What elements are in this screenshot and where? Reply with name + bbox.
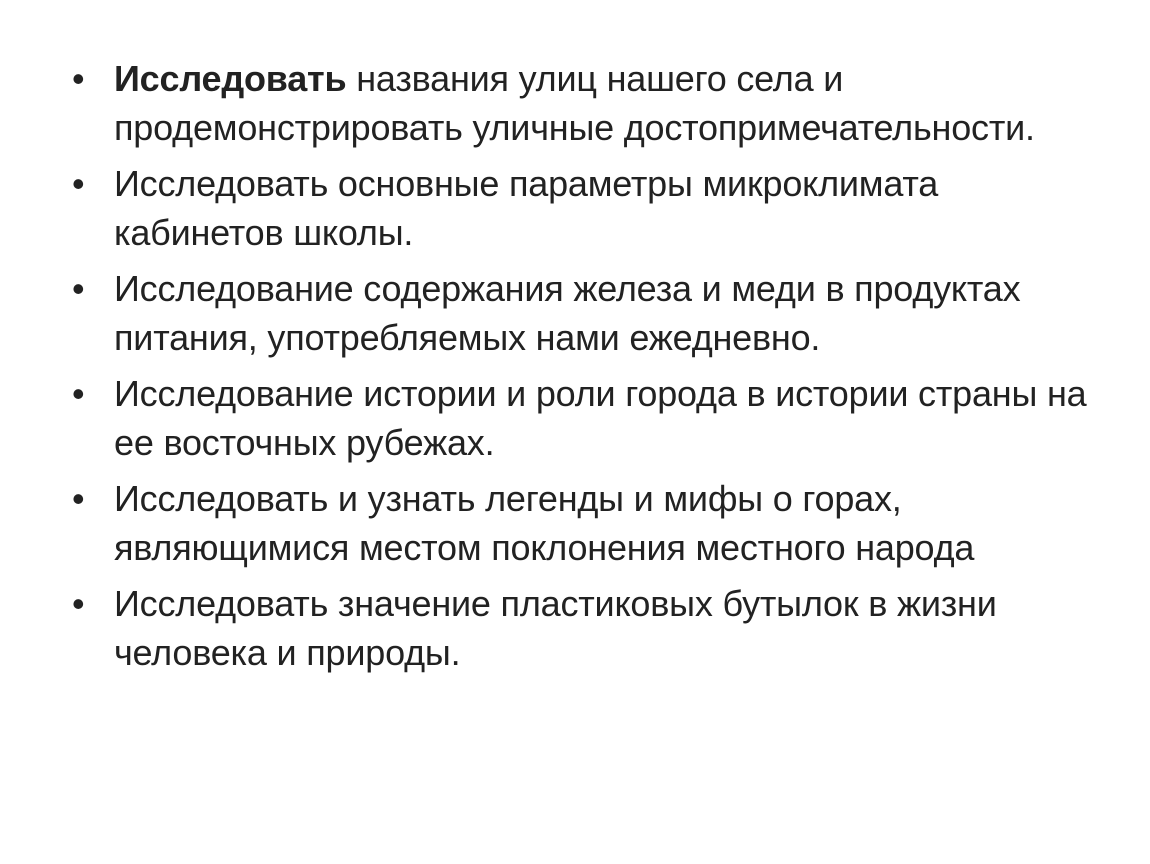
list-item (68, 159, 1108, 257)
bullet-marker: • (72, 268, 85, 309)
bullet-marker: • (72, 583, 85, 624)
item-text: Исследование истории и роли города в истории страны на ее восточных рубежах. (114, 373, 1087, 463)
bullet-marker: • (72, 478, 85, 519)
list-item (68, 369, 1108, 467)
item-text: Исследование содержания железа и меди в продуктах питания, употребляемых нами ежедневно. (114, 268, 1021, 358)
list-item (68, 54, 1108, 152)
item-text: Исследовать основные параметры микроклимата кабинетов школы. (114, 163, 939, 253)
list-item (68, 474, 1108, 572)
list-item (68, 264, 1108, 362)
item-text: Исследовать значение пластиковых бутылок в жизни человека и природы. (114, 583, 997, 673)
bullet-list (68, 54, 1108, 684)
bullet-marker: • (72, 163, 85, 204)
bullet-marker: • (72, 373, 85, 414)
bold-lead-text: Исследовать (114, 58, 347, 99)
item-text: названия улиц нашего села и продемонстрировать уличные достопримечательности. (114, 58, 1035, 148)
item-text: Исследовать и узнать легенды и мифы о горах, являющимися местом поклонения местного народа (114, 478, 975, 568)
list-item (68, 579, 1108, 677)
bullet-marker: • (72, 58, 85, 99)
